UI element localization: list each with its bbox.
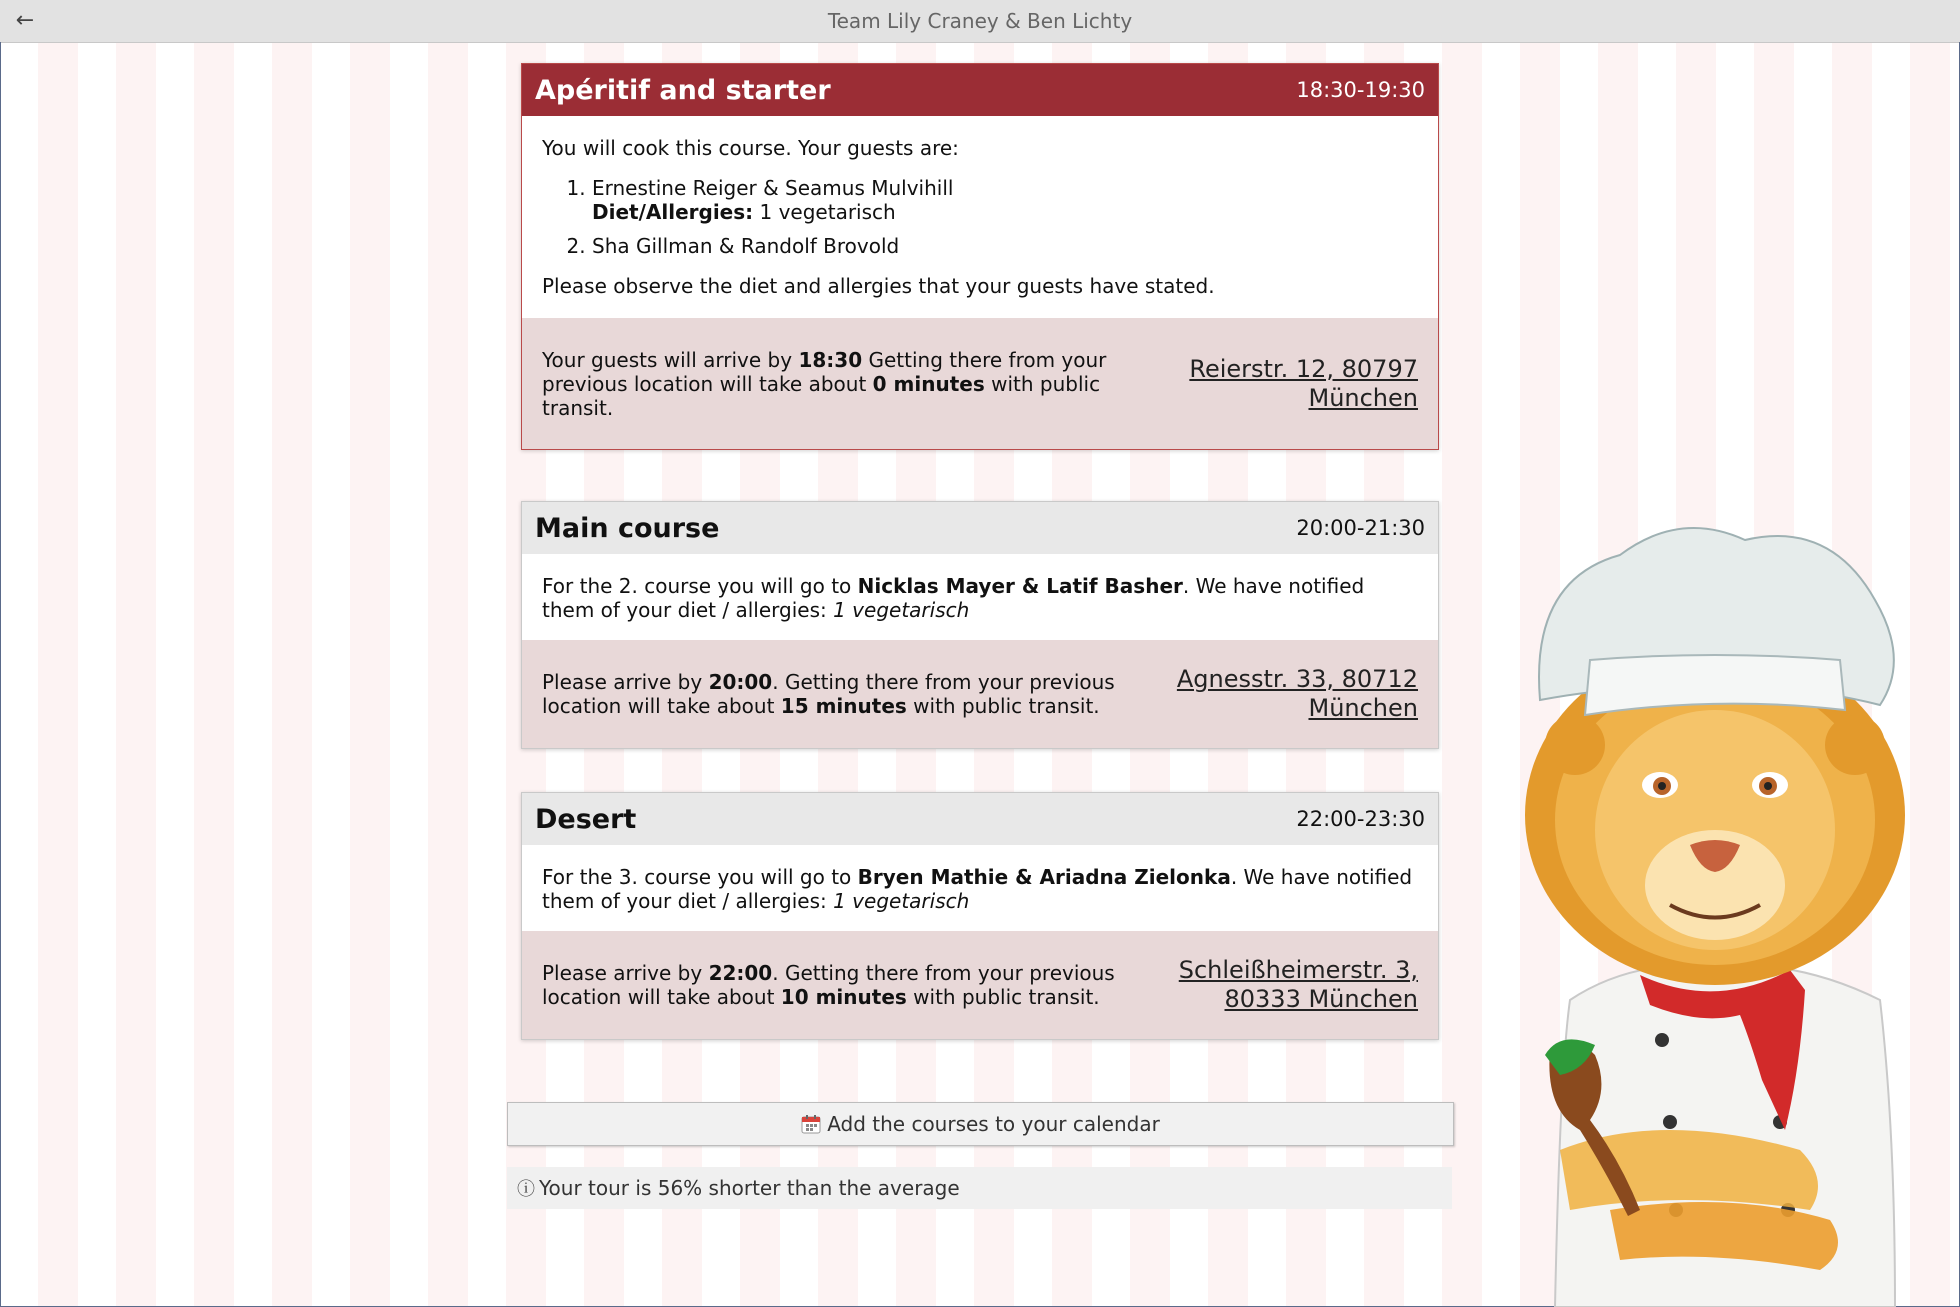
arrival-info: [522, 318, 1438, 449]
course-time: 20:00-21:30: [1296, 516, 1425, 540]
travel-duration: 15 minutes: [780, 694, 907, 718]
arrival-time: 22:00: [708, 961, 773, 985]
course-card-main: [521, 501, 1439, 749]
add-to-calendar-button[interactable]: [507, 1102, 1454, 1146]
travel-duration: 0 minutes: [872, 371, 985, 396]
course-name: Main course: [535, 512, 720, 544]
course-name: Apéritif and starter: [535, 74, 831, 106]
title-bar: [0, 0, 1960, 43]
course-time: 18:30-19:30: [1296, 78, 1425, 102]
page-title: Team Lily Craney & Ben Lichty: [827, 9, 1133, 33]
guest-names: Sha Gillman & Randolf Brovold: [592, 234, 900, 258]
course-details: [522, 554, 1438, 640]
host-names: Bryen Mathie & Ariadna Zielonka: [857, 865, 1231, 889]
calendar-icon: [801, 1114, 821, 1134]
arrival-text: Please arrive by 22:00. Getting there from your previous location will take about 10 minutes with public transit.: [542, 961, 1115, 1009]
course-details: [522, 845, 1438, 931]
info-icon: ⓘ: [517, 1179, 535, 1200]
arrival-text: Your guests will arrive by 18:30 Getting there from your previous location will take about 0 minutes with public transit.: [542, 347, 1107, 420]
arrival-text: Please arrive by 20:00. Getting there from your previous location will take about 15 minutes with public transit.: [542, 670, 1115, 718]
course-intro: You will cook this course. Your guests are:: [542, 136, 959, 160]
course-time: 22:00-23:30: [1296, 807, 1425, 831]
diet-value: 1 vegetarisch: [833, 889, 970, 913]
travel-duration: 10 minutes: [780, 985, 907, 1009]
arrival-info: [522, 640, 1438, 748]
course-header: [522, 793, 1438, 845]
course-header: [522, 502, 1438, 554]
course-header: [522, 64, 1438, 116]
tour-info-box: [507, 1167, 1452, 1209]
window-border-left: [0, 42, 1, 1307]
calendar-button-label: Add the courses to your calendar: [827, 1112, 1160, 1136]
host-text: For the 3. course you will go to Bryen Mathie & Ariadna Zielonka. We have notified them of your diet / allergies: 1 vegetarisch: [542, 865, 1413, 913]
arrival-time: 18:30: [798, 347, 863, 372]
guest-item: [592, 234, 1418, 258]
diet-value: 1 vegetarisch: [833, 598, 970, 622]
course-card-dessert: [521, 792, 1439, 1040]
back-arrow-icon[interactable]: ←: [15, 8, 35, 33]
diet-note: Please observe the diet and allergies that your guests have stated.: [542, 274, 1215, 298]
host-names: Nicklas Mayer & Latif Basher: [857, 574, 1183, 598]
guest-list: [542, 176, 1418, 258]
guest-names: Ernestine Reiger & Seamus Mulvihill: [592, 176, 954, 200]
chef-lion-illustration: [1500, 510, 1930, 1307]
course-card-starter: [521, 63, 1439, 450]
address-link[interactable]: Agnesstr. 33, 80712 München: [1176, 665, 1418, 722]
course-name: Desert: [535, 803, 637, 835]
course-details: [522, 116, 1438, 318]
host-text: For the 2. course you will go to Nicklas Mayer & Latif Basher. We have notified them of your diet / allergies: 1 vegetarisch: [542, 574, 1365, 622]
tour-info-text: Your tour is 56% shorter than the average: [539, 1176, 960, 1200]
diet-label: Diet/Allergies:: [592, 200, 754, 224]
arrival-time: 20:00: [708, 670, 773, 694]
arrival-info: [522, 931, 1438, 1039]
diet-value: 1 vegetarisch: [753, 200, 896, 224]
address-link[interactable]: Reierstr. 12, 80797 München: [1189, 354, 1418, 412]
address-link[interactable]: Schleißheimerstr. 3, 80333 München: [1178, 956, 1418, 1013]
guest-item: [592, 176, 1418, 224]
